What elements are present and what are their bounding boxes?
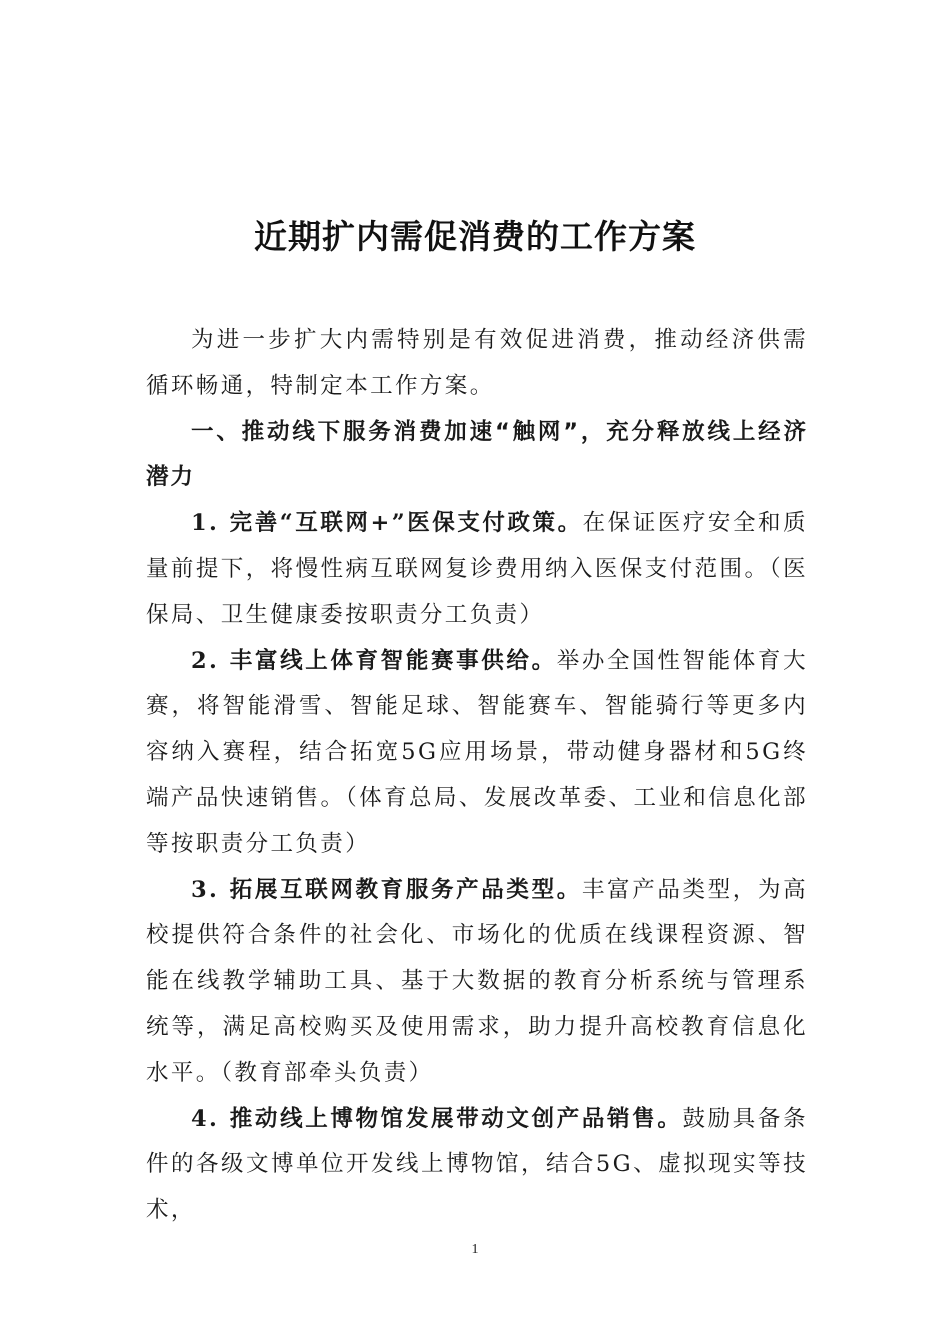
item-text: 在保证医疗安全和质量前提下，将慢性病互联网复诊费用纳入医保支付范围。（医保局、卫生健康委按职责分工负责） — [146, 510, 808, 628]
item-lead: 3. 拓展互联网教育服务产品类型。 — [191, 876, 582, 903]
list-item — [146, 1097, 808, 1234]
item-text: 丰富产品类型，为高校提供符合条件的社会化、市场化的优质在线课程资源、智能在线教学辅助工具、基于大数据的教育分析系统与管理系统等，满足高校购买及使用需求，助力提升高校教育信息化水平。（教育部牵头负责） — [146, 876, 808, 1086]
list-item — [146, 868, 808, 1097]
intro-paragraph: 为进一步扩大内需特别是有效促进消费，推动经济供需循环畅通，特制定本工作方案。 — [146, 327, 808, 399]
list-item — [146, 501, 808, 638]
item-lead: 4. 推动线上博物馆发展带动文创产品销售。 — [191, 1105, 683, 1132]
page-number: 1 — [471, 1242, 479, 1257]
document-title: 近期扩内需促消费的工作方案 — [254, 217, 696, 256]
document-body — [146, 318, 808, 1234]
item-lead: 1. 完善“互联网+”医保支付政策。 — [191, 510, 583, 537]
item-text: 鼓励具备条件的各级文博单位开发线上博物馆，结合5G、虚拟现实等技术， — [146, 1105, 808, 1224]
item-text: 举办全国性智能体育大赛，将智能滑雪、智能足球、智能赛车、智能骑行等更多内容纳入赛程，结合拓宽5G应用场景，带动健身器材和5G终端产品快速销售。（体育总局、发展改革委、工业和信息化部等按职责分工负责） — [146, 647, 808, 857]
section-heading-1: 一、推动线下服务消费加速“触网”，充分释放线上经济潜力 — [146, 418, 808, 491]
list-item — [146, 639, 808, 868]
item-lead: 2. 丰富线上体育智能赛事供给。 — [191, 647, 557, 674]
